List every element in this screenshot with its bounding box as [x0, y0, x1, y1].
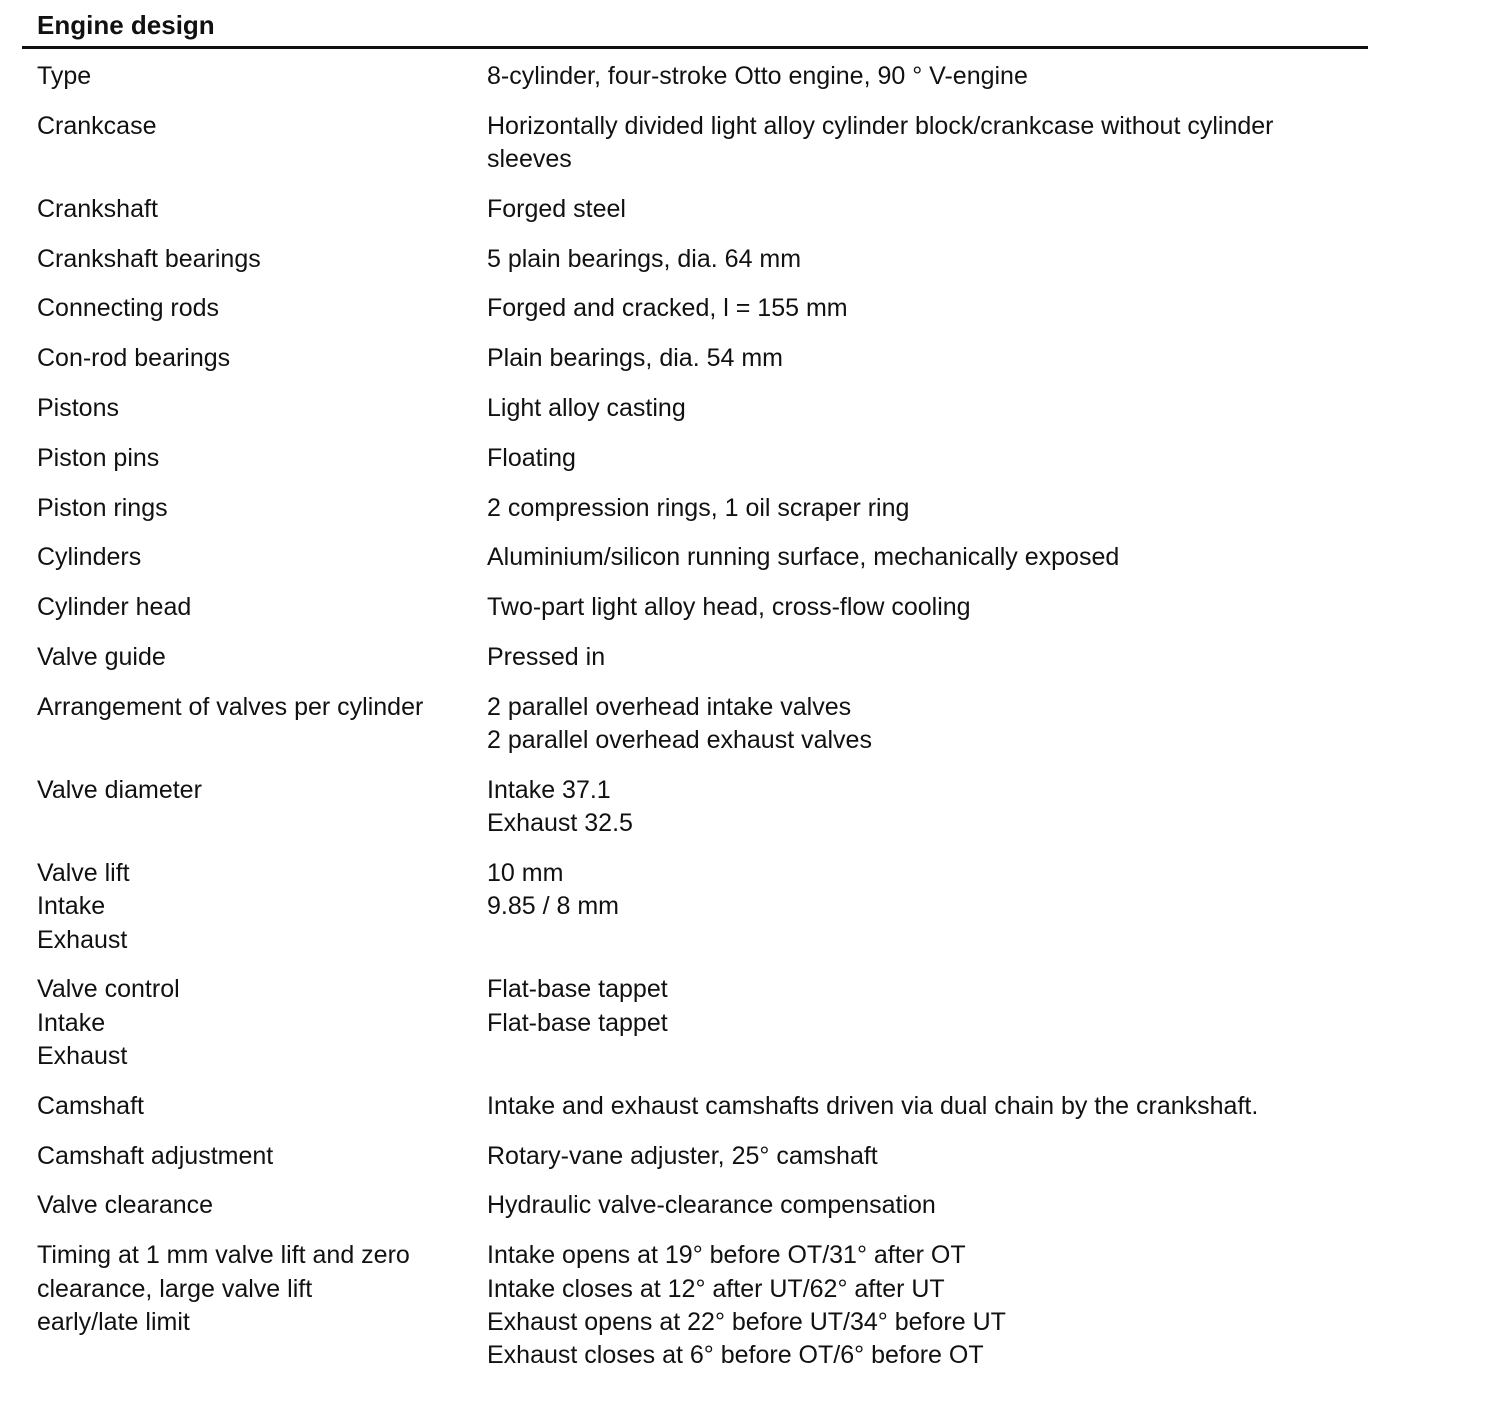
spec-value	[472, 392, 1368, 425]
spec-value-line: Exhaust 32.5	[487, 809, 633, 838]
spec-value	[472, 1090, 1368, 1123]
spec-value-line: Light alloy casting	[487, 394, 686, 423]
spec-value	[472, 243, 1368, 276]
spec-value-line: Intake and exhaust camshafts driven via dual chain by the crankshaft.	[487, 1091, 1259, 1120]
spec-value	[472, 591, 1368, 624]
spec-label-line: Valve diameter	[37, 775, 202, 804]
spec-label	[22, 442, 472, 475]
spec-label-line: Valve control	[37, 975, 180, 1004]
spec-label	[22, 591, 472, 624]
spec-label-line: Camshaft	[37, 1091, 144, 1120]
spec-value	[472, 1189, 1368, 1222]
spec-value-line: sleeves	[487, 145, 572, 174]
spec-value	[472, 492, 1368, 525]
spec-value-line: Two-part light alloy head, cross-flow cooling	[487, 593, 971, 622]
spec-value	[472, 342, 1368, 375]
spec-label	[22, 1239, 472, 1372]
spec-label-line: Intake	[37, 1008, 106, 1037]
spec-table	[22, 60, 1368, 1389]
spec-label	[22, 110, 472, 177]
spec-label-line: Crankshaft	[37, 194, 158, 223]
spec-value-line: Floating	[487, 443, 576, 472]
spec-row	[22, 591, 1368, 641]
spec-value-line: Forged steel	[487, 194, 626, 223]
spec-value-line: Aluminium/silicon running surface, mechanically exposed	[487, 543, 1120, 572]
spec-value-line: 2 parallel overhead exhaust valves	[487, 726, 872, 755]
section-heading: Engine design	[22, 8, 1368, 49]
spec-value	[472, 292, 1368, 325]
spec-row	[22, 1090, 1368, 1140]
spec-document	[22, 8, 1368, 1389]
spec-value-line: 8-cylinder, four-stroke Otto engine, 90 ° V-engine	[487, 62, 1028, 90]
spec-label-line: Exhaust	[37, 1042, 128, 1071]
spec-label-line: Arrangement of valves per cylinder	[37, 692, 424, 721]
spec-row	[22, 60, 1368, 110]
spec-value	[472, 110, 1368, 177]
spec-value-line: Exhaust opens at 22° before UT/34° before UT	[487, 1307, 1006, 1336]
spec-label-line: early/late limit	[37, 1307, 190, 1336]
spec-row	[22, 1189, 1368, 1239]
spec-row	[22, 973, 1368, 1089]
spec-label-line: clearance, large valve lift	[37, 1274, 313, 1303]
spec-row	[22, 342, 1368, 392]
spec-value	[472, 60, 1368, 93]
spec-value-line: Plain bearings, dia. 54 mm	[487, 344, 783, 373]
spec-value	[472, 973, 1368, 1073]
spec-value-line: 9.85 / 8 mm	[487, 892, 619, 921]
spec-label-line: Cylinder head	[37, 593, 192, 622]
spec-label-line: Valve guide	[37, 643, 166, 672]
spec-label	[22, 193, 472, 226]
spec-label-line: Crankshaft bearings	[37, 244, 261, 273]
spec-row	[22, 442, 1368, 492]
spec-row	[22, 110, 1368, 193]
spec-label	[22, 243, 472, 276]
spec-label	[22, 774, 472, 841]
spec-row	[22, 1140, 1368, 1190]
spec-value-line: 2 compression rings, 1 oil scraper ring	[487, 493, 910, 522]
spec-value	[472, 857, 1368, 957]
spec-label-line: Pistons	[37, 394, 119, 423]
spec-value-line: Exhaust closes at 6° before OT/6° before OT	[487, 1341, 984, 1370]
spec-value	[472, 1140, 1368, 1173]
spec-row	[22, 857, 1368, 973]
spec-label	[22, 541, 472, 574]
spec-label	[22, 392, 472, 425]
spec-label-line: Intake	[37, 892, 106, 921]
spec-label	[22, 292, 472, 325]
spec-value-line: Flat-base tappet	[487, 975, 668, 1004]
spec-value-line: Horizontally divided light alloy cylinder block/crankcase without cylinder	[487, 111, 1274, 140]
spec-row	[22, 774, 1368, 857]
spec-label-line: Piston pins	[37, 443, 160, 472]
spec-value	[472, 193, 1368, 226]
spec-label	[22, 60, 472, 93]
spec-label	[22, 691, 472, 758]
spec-value-line: 5 plain bearings, dia. 64 mm	[487, 244, 802, 273]
spec-row	[22, 193, 1368, 243]
spec-value	[472, 1239, 1368, 1372]
spec-value	[472, 774, 1368, 841]
spec-label	[22, 1189, 472, 1222]
spec-label-line: Type	[37, 62, 92, 90]
spec-label	[22, 342, 472, 375]
spec-value	[472, 641, 1368, 674]
spec-label-line: Con-rod bearings	[37, 344, 231, 373]
spec-value-line: Pressed in	[487, 643, 606, 672]
spec-label-line: Exhaust	[37, 925, 128, 954]
spec-value	[472, 442, 1368, 475]
spec-label-line: Valve clearance	[37, 1191, 214, 1220]
spec-value-line: Rotary-vane adjuster, 25° camshaft	[487, 1141, 878, 1170]
spec-label	[22, 492, 472, 525]
spec-row	[22, 243, 1368, 293]
spec-value-line: Hydraulic valve-clearance compensation	[487, 1191, 936, 1220]
spec-value-line: Forged and cracked, l = 155 mm	[487, 294, 848, 323]
spec-value	[472, 541, 1368, 574]
spec-label	[22, 857, 472, 957]
spec-label	[22, 973, 472, 1073]
spec-value-line: Intake 37.1	[487, 775, 611, 804]
spec-row	[22, 1239, 1368, 1389]
spec-label-line: Connecting rods	[37, 294, 220, 323]
spec-row	[22, 691, 1368, 774]
spec-row	[22, 392, 1368, 442]
spec-label-line: Timing at 1 mm valve lift and zero	[37, 1241, 410, 1270]
spec-value-line: 10 mm	[487, 859, 564, 888]
spec-label-line: Valve lift	[37, 859, 130, 888]
spec-value-line: Intake opens at 19° before OT/31° after OT	[487, 1241, 966, 1270]
spec-label-line: Piston rings	[37, 493, 168, 522]
spec-label	[22, 641, 472, 674]
spec-label	[22, 1140, 472, 1173]
spec-value-line: Intake closes at 12° after UT/62° after UT	[487, 1274, 945, 1303]
spec-value-line: Flat-base tappet	[487, 1008, 668, 1037]
spec-value	[472, 691, 1368, 758]
spec-label-line: Camshaft adjustment	[37, 1141, 274, 1170]
spec-value-line: 2 parallel overhead intake valves	[487, 692, 852, 721]
spec-label	[22, 1090, 472, 1123]
spec-label-line: Crankcase	[37, 111, 157, 140]
spec-row	[22, 541, 1368, 591]
spec-row	[22, 492, 1368, 542]
spec-label-line: Cylinders	[37, 543, 142, 572]
spec-row	[22, 641, 1368, 691]
spec-row	[22, 292, 1368, 342]
